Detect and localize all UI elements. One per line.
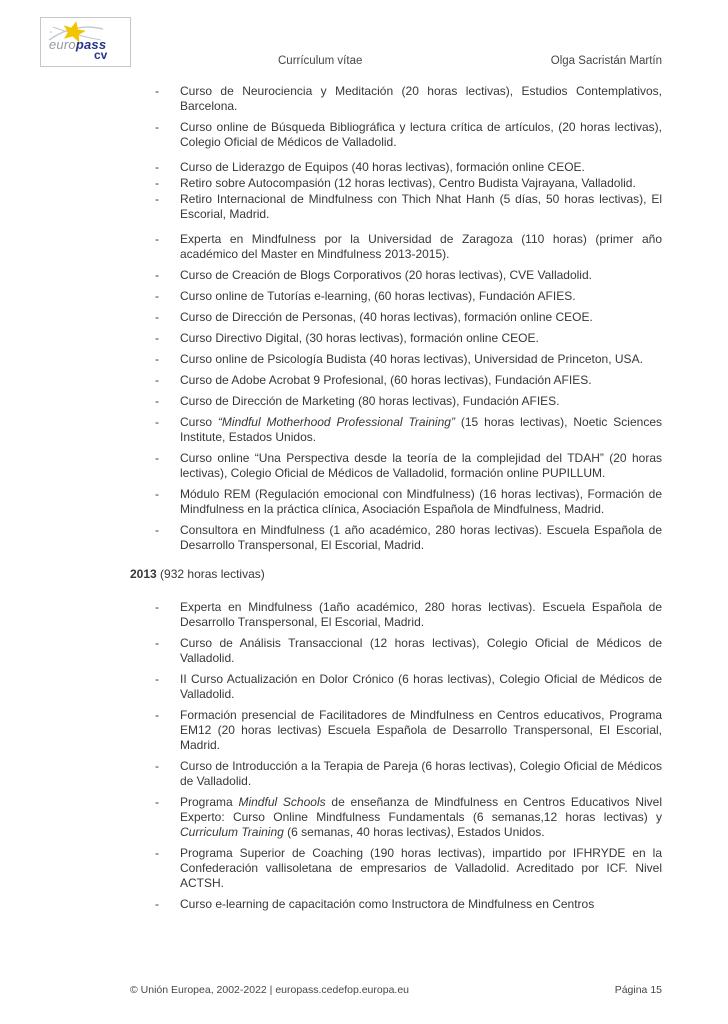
bullet-text: Curso online “Una Perspectiva desde la teoría de la complejidad del TDAH” (20 horas lectivas), Colegio Oficial de Médicos de Valladolid, formación online PUPILLUM. [180, 451, 662, 480]
page-footer [130, 984, 662, 996]
bullet-item [130, 331, 662, 346]
bullet-text: Curso de Introducción a la Terapia de Pareja (6 horas lectivas), Colegio Oficial de Médicos de Valladolid. [180, 759, 662, 788]
bullet-marker: - [155, 600, 159, 614]
bullet-text: Retiro Internacional de Mindfulness con Thich Nhat Hanh (5 días, 50 horas lectivas), El Escorial, Madrid. [180, 192, 662, 221]
bullet-text: Experta en Mindfulness (1año académico, 280 horas lectivas). Escuela Española de Desarrollo Transpersonal, El Escorial, Madrid. [180, 600, 662, 629]
bullet-marker: - [155, 268, 159, 282]
logo-cv-text: cv [94, 48, 108, 62]
bullet-text: Experta en Mindfulness por la Universidad de Zaragoza (110 horas) (primer año académico del Master en Mindfulness 2013-2015). [180, 232, 662, 261]
bullet-marker: - [155, 373, 159, 387]
bullet-text: II Curso Actualización en Dolor Crónico (6 horas lectivas), Colegio Oficial de Médicos de Valladolid. [180, 672, 662, 701]
bullet-item [130, 176, 662, 191]
document-title: Currículum vítae [278, 55, 363, 67]
bullet-item [130, 672, 662, 702]
bullet-marker: - [155, 897, 159, 911]
section-heading [130, 567, 662, 582]
bullet-item [130, 759, 662, 789]
bullet-text: Curso “Mindful Motherhood Professional Training” (15 horas lectivas), Noetic Sciences Institute, Estados Unidos. [180, 415, 662, 444]
bullet-text: Curso online de Psicología Budista (40 horas lectivas), Universidad de Princeton, USA. [180, 352, 643, 366]
bullet-item [130, 232, 662, 262]
bullet-list [130, 600, 662, 912]
bullet-item [130, 415, 662, 445]
bullet-marker: - [155, 310, 159, 324]
author-name: Olga Sacristán Martín [550, 55, 662, 67]
footer-copyright: © Unión Europea, 2002-2022 | europass.cedefop.europa.eu [130, 984, 409, 996]
bullet-text: Consultora en Mindfulness (1 año académico, 280 horas lectivas). Escuela Española de Desarrollo Transpersonal, El Escorial, Madrid. [180, 523, 662, 552]
bullet-item [130, 310, 662, 325]
logo-euro-text: euro [49, 37, 76, 52]
bullet-item [130, 897, 662, 912]
bullet-text: Curso e-learning de capacitación como Instructora de Mindfulness en Centros [180, 897, 595, 911]
bullet-item [130, 636, 662, 666]
bullet-item [130, 523, 662, 553]
bullet-marker: - [155, 394, 159, 408]
bullet-item [130, 394, 662, 409]
bullet-item [130, 451, 662, 481]
bullet-item [130, 600, 662, 630]
bullet-item [130, 84, 662, 114]
bullet-text: Curso online de Tutorías e-learning, (60 horas lectivas), Fundación AFIES. [180, 289, 576, 303]
bullet-item [130, 352, 662, 367]
bullet-item [130, 160, 662, 175]
europass-logo [40, 17, 131, 67]
bullet-marker: - [155, 289, 159, 303]
bullet-item [130, 289, 662, 304]
bullet-item [130, 373, 662, 388]
bullet-marker: - [155, 672, 159, 686]
section-year: 2013 [130, 567, 157, 581]
bullet-item [130, 487, 662, 517]
bullet-item [130, 192, 662, 222]
bullet-item [130, 268, 662, 283]
bullet-marker: - [155, 487, 159, 501]
bullet-marker: - [155, 759, 159, 773]
footer-page-number: Página 15 [614, 984, 662, 996]
bullet-marker: - [155, 795, 159, 809]
bullet-text: Curso Directivo Digital, (30 horas lectivas), formación online CEOE. [180, 331, 539, 345]
bullet-marker: - [155, 192, 159, 206]
logo-pass-text: pass [75, 37, 107, 52]
bullet-marker: - [155, 232, 159, 246]
bullet-marker: - [155, 84, 159, 98]
bullet-item [130, 795, 662, 840]
bullet-marker: - [155, 451, 159, 465]
bullet-text: Curso de Análisis Transaccional (12 horas lectivas), Colegio Oficial de Médicos de Valladolid. [180, 636, 662, 665]
bullet-marker: - [155, 415, 159, 429]
bullet-list [130, 84, 662, 553]
bullet-marker: - [155, 120, 159, 134]
bullet-text: Curso de Dirección de Marketing (80 horas lectivas), Fundación AFIES. [180, 394, 560, 408]
bullet-text: Curso de Dirección de Personas, (40 horas lectivas), formación online CEOE. [180, 310, 593, 324]
bullet-marker: - [155, 846, 159, 860]
bullet-text: Curso de Adobe Acrobat 9 Profesional, (60 horas lectivas), Fundación AFIES. [180, 373, 592, 387]
bullet-item [130, 120, 662, 150]
bullet-marker: - [155, 160, 159, 174]
bullet-text: Retiro sobre Autocompasión (12 horas lectivas), Centro Budista Vajrayana, Valladolid. [180, 176, 636, 190]
bullet-text: Formación presencial de Facilitadores de Mindfulness en Centros educativos, Programa EM12 (20 horas lectivas) Escuela Española de Desarrollo Transpersonal, El Escorial, Madrid. [180, 708, 662, 752]
course-sections [130, 84, 662, 912]
bullet-marker: - [155, 331, 159, 345]
bullet-text: Programa Superior de Coaching (190 horas lectivas), impartido por IFHRYDE en la Confederación vallisoletana de empresarios de Valladolid. Acreditado por ICF. Nivel ACTSH. [180, 846, 662, 890]
bullet-marker: - [155, 176, 159, 190]
bullet-marker: - [155, 636, 159, 650]
bullet-text: Curso de Neurociencia y Meditación (20 horas lectivas), Estudios Contemplativos, Barcelona. [180, 84, 662, 113]
bullet-text: Curso online de Búsqueda Bibliográfica y lectura crítica de artículos, (20 horas lectivas), Colegio Oficial de Médicos de Valladolid. [180, 120, 662, 149]
bullet-item [130, 846, 662, 891]
bullet-text: Programa Mindful Schools de enseñanza de Mindfulness en Centros Educativos Nivel Experto: Curso Online Mindfulness Fundamentals (6 semanas,12 horas lectivas) y Curriculum Training (6 semanas, 40 horas lectivas), Estados Unidos. [180, 795, 662, 839]
bullet-text: Curso de Liderazgo de Equipos (40 horas lectivas), formación online CEOE. [180, 160, 585, 174]
bullet-marker: - [155, 523, 159, 537]
bullet-item [130, 708, 662, 753]
section-detail: (932 horas lectivas) [156, 567, 265, 581]
bullet-marker: - [155, 708, 159, 722]
bullet-marker: - [155, 352, 159, 366]
bullet-text: Módulo REM (Regulación emocional con Mindfulness) (16 horas lectivas), Formación de Mindfulness en la práctica clínica, Asociación Española de Mindfulness, Madrid. [180, 487, 662, 516]
bullet-text: Curso de Creación de Blogs Corporativos (20 horas lectivas), CVE Valladolid. [180, 268, 592, 282]
